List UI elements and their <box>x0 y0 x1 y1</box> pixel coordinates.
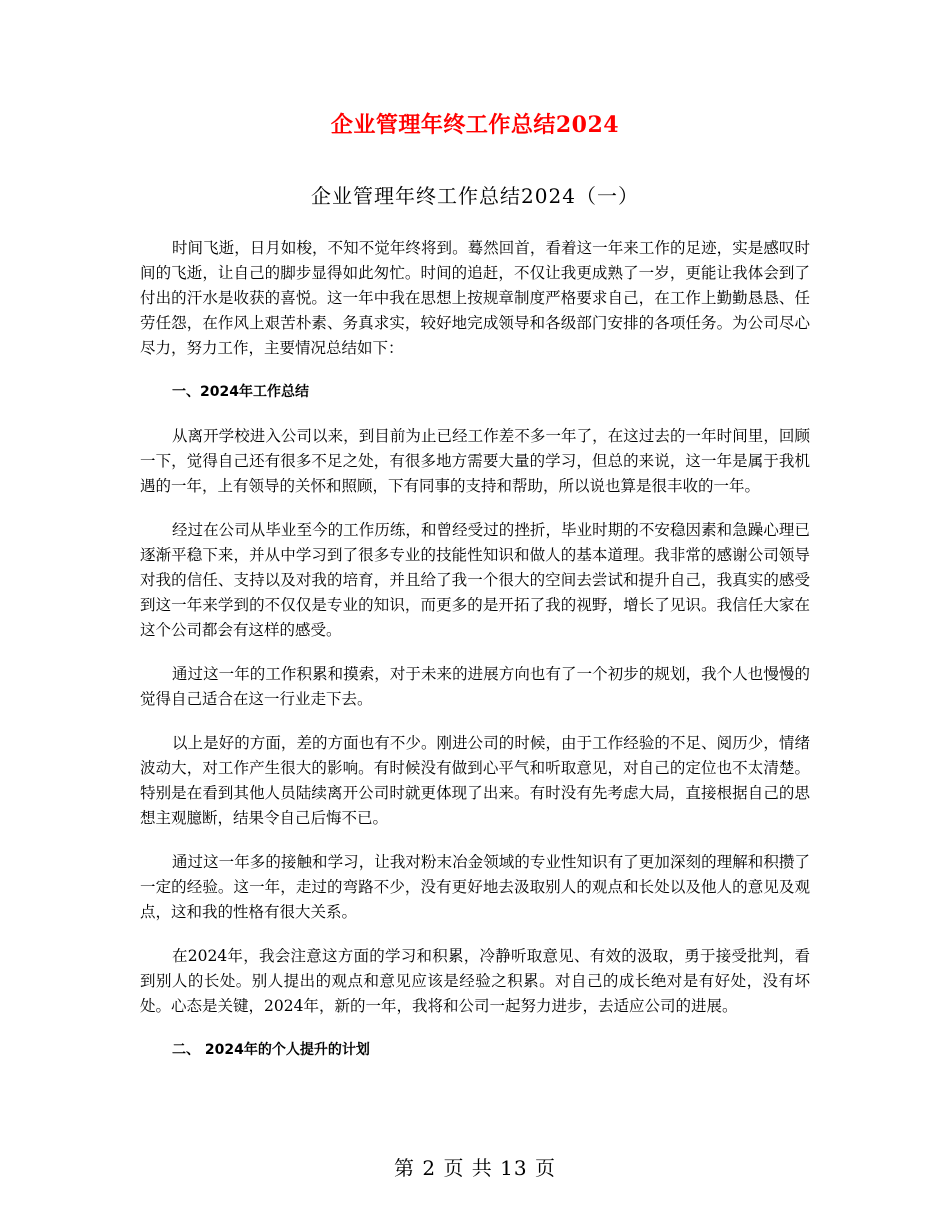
section-heading: 一、2024年工作总结 <box>172 384 309 400</box>
paragraph: 通过这一年多的接触和学习，让我对粉末冶金领域的专业性知识有了更加深刻的理解和积攒了一定的经验。这一年，走过的弯路不少，没有更好地去汲取别人的观点和长处以及他人的意见及观点，这和我的性格有很大关系。 <box>140 853 810 921</box>
document-body <box>140 236 810 1082</box>
paragraph: 经过在公司从毕业至今的工作历练，和曾经受过的挫折，毕业时期的不安稳因素和急躁心理已逐渐平稳下来，并从中学习到了很多专业的技能性知识和做人的基本道理。我非常的感谢公司领导对我的信任、支持以及对我的培育，并且给了我一个很大的空间去尝试和提升自己，我真实的感受到这一年来学到的不仅仅是专业的知识，而更多的是开拓了我的视野，增长了见识。我信任大家在这个公司都会有这样的感受。 <box>140 521 810 639</box>
paragraph: 以上是好的方面，差的方面也有不少。刚进公司的时候，由于工作经验的不足、阅历少，情绪波动大，对工作产生很大的影响。有时候没有做到心平气和听取意见，对自己的定位也不太清楚。特别是在看到其他人员陆续离开公司时就更体现了出来。有时没有先考虑大局，直接根据自己的思想主观臆断，结果令自己后悔不已。 <box>140 734 810 827</box>
page-number-footer: 第 2 页 共 13 页 <box>394 1156 556 1180</box>
paragraph: 从离开学校进入公司以来，到目前为止已经工作差不多一年了，在这过去的一年时间里，回顾一下，觉得自己还有很多不足之处，有很多地方需要大量的学习，但总的来说，这一年是属于我机遇的一年，上有领导的关怀和照顾，下有同事的支持和帮助，所以说也算是很丰收的一年。 <box>140 427 810 495</box>
section-heading: 二、 2024年的个人提升的计划 <box>172 1042 370 1058</box>
paragraph: 时间飞逝，日月如梭，不知不觉年终将到。蓦然回首，看着这一年来工作的足迹，实是感叹时间的飞逝，让自己的脚步显得如此匆忙。时间的追赶，不仅让我更成熟了一岁，更能让我体会到了付出的汗水是收获的喜悦。这一年中我在思想上按规章制度严格要求自己，在工作上勤勤恳恳、任劳任怨，在作风上艰苦朴素、务真求实，较好地完成领导和各级部门安排的各项任务。为公司尽心尽力，努力工作，主要情况总结如下： <box>140 239 810 357</box>
paragraph: 通过这一年的工作积累和摸索，对于未来的进展方向也有了一个初步的规划，我个人也慢慢的觉得自己适合在这一行业走下去。 <box>140 665 810 708</box>
document-title: 企业管理年终工作总结2024 <box>330 112 620 138</box>
section-subtitle: 企业管理年终工作总结2024（一） <box>311 184 639 208</box>
paragraph: 在2024年，我会注意这方面的学习和积累，冷静听取意见、有效的汲取，勇于接受批判，看到别人的长处。别人提出的观点和意见应该是经验之积累。对自己的成长绝对是有好处，没有坏处。心态是关键，2024年，新的一年，我将和公司一起努力进步，去适应公司的进展。 <box>140 947 810 1015</box>
